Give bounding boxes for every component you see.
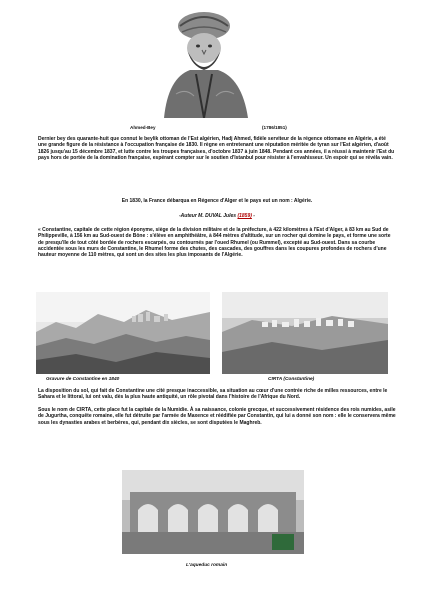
history-paragraph: La disposition du sol, qui fait de Constantine une cité presque inaccessible, sa situation au cœur d'une contrée riche de milles ressources, entre le Sahara et le littoral, lui ont valu, dès la plus haute antiquité, un rôle pivotal dans l'histoire de l'Afrique du Nord. [38, 388, 388, 401]
aqueduct-postcard-image [122, 470, 304, 554]
author-line [38, 213, 396, 219]
author-year: (1859) [237, 213, 252, 219]
constantine-paragraph: « Constantine, capitale de cette région éponyme, siège de la division militaire et de la préfecture, à 422 kilomètres à l'Est d'Alger, à 83 km au Sud de Philippeville, à 156 km au Sud-ouest de Bône : s'élève en amphithéâtre, à 844 mètres d'altitude, sur un rocher qui domine le pays, et forme une sorte de presqu'île de tout côté bordée de rochers escarpés, ou contournés par l'oued Rhumel (ou Rummel), excepté au Sud-ouest. Dans sa courbe accidentée sous les murs de Constantine, le Rhumel forme des chutes, des cascades, des gouffres dans les coupures profondes de rochers d'une hauteur moyenne de 110 mètres, qui sont un des sites les plus imposants de l'Algérie. [38, 227, 391, 259]
author-suffix: - [251, 213, 255, 219]
cirta-paragraph: Sous le nom de CIRTA, cette place fut la capitale de la Numidie. À sa naissance, colonie grecque, et successivement résidence des rois numides, asile de Jugurtha, conquête romaine, elle fut détruite par l'armée de Maxence et réédifiée par Constantin, qui lui a donné son nom : elle le conservera même sous les dynasties arabes et berbères, qui, pendant dix siècles, se sont disputées le Maghreb. [38, 407, 396, 426]
portrait-dates: (1786/1851) [262, 125, 287, 130]
engraving-caption: Gravure de Constantine en 1840 [46, 377, 120, 382]
line-1830: En 1830, la France débarqua en Régence d'Alger et le pays eut un nom : Algérie. [121, 198, 313, 204]
portrait-image [146, 4, 264, 118]
portrait-name: Ahmed-Bey [130, 125, 156, 130]
author-prefix: -Auteur M. DUVAL Jules [179, 213, 237, 219]
cirta-postcard-image [222, 292, 388, 374]
intro-paragraph: Dernier bey des quarante-huit que connut le beylik ottoman de l'Est algérien, Hadj Ahmed, fidèle serviteur de la régence ottomane en Algérie, a été une grande figure de la résistance à l'occupation française de 1830. Il règne en entretenant une réputation méritée de tyran sur l'Est algérien, d'août 1826 jusqu'au 15 décembre 1837, et lutte contre les troupes françaises, d'octobre 1837 à juin 1848. Pendant ces années, il a réussi à maintenir l'Est du pays hors de portée de la domination française, espérant compter sur le soutien d'Istanbul pour résister à l'envahisseur. Un espoir qui se révéla vain. [38, 136, 395, 161]
constantine-engraving-image [36, 292, 210, 374]
postcard-caption: CIRTA (Constantine) [268, 377, 315, 382]
aqueduct-caption: L'aqueduc romain [186, 563, 228, 568]
stamp-icon [272, 534, 294, 550]
